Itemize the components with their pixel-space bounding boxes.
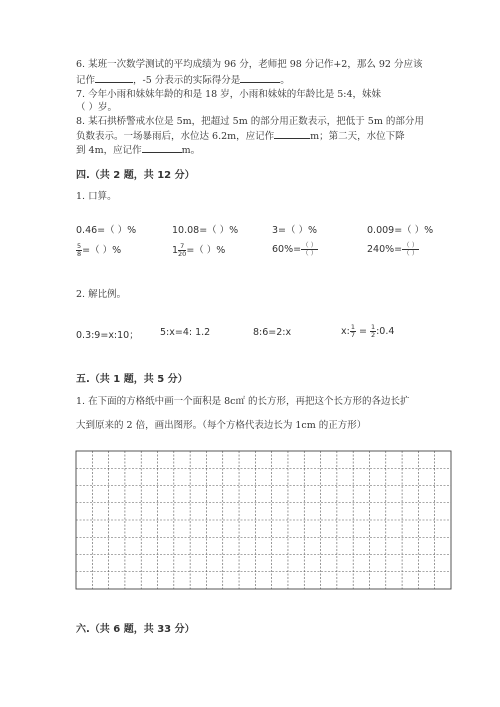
section5-line1: 1. 在下面的方格纸中画一个面积是 8c㎡ 的长方形，再把这个长方形的各边长扩 <box>76 396 410 407</box>
calc-4[interactable]: 0.009=（ ）% <box>367 225 434 236</box>
q6-blank-1[interactable] <box>95 73 133 83</box>
fraction: $\frac{( )}{( )}$ <box>403 241 419 257</box>
fraction: $\frac{7}{20}$ <box>178 242 187 258</box>
q6-line2 <box>76 73 290 87</box>
ratio-4-tail: :0.4 <box>376 326 395 337</box>
q8-blank-2[interactable] <box>142 143 182 153</box>
calc-2[interactable]: 10.08=（ ）% <box>172 225 239 236</box>
grid-paper[interactable] <box>75 450 452 590</box>
calc-6-rest: =（ ）% <box>186 245 226 256</box>
ratio-2[interactable]: 5:x=4: 1.2 <box>160 327 211 338</box>
grid-svg[interactable] <box>75 450 452 590</box>
calc-7-lead: 60%= <box>272 244 302 255</box>
q7-line2: （ ）岁。 <box>76 102 118 113</box>
section5-line2: 大到原来的 2 倍，画出图形。（每个方格代表边长为 1cm 的正方形） <box>76 420 367 431</box>
calc-5-rest: =（ ）% <box>82 245 122 256</box>
q8-blank-1[interactable] <box>274 129 310 139</box>
q6-blank-2[interactable] <box>240 73 280 83</box>
q8-line1: 8. 某石拱桥警戒水位是 5m，把超过 5m 的部分用正数表示，把低于 5m 的部分用 <box>76 116 424 127</box>
section6-title: 六.（共 6 题，共 33 分） <box>76 624 195 635</box>
mixed-whole: 1 <box>172 245 179 256</box>
fraction: $\frac{5}{8}$ <box>77 242 82 258</box>
q8-text-d: m。 <box>181 145 201 156</box>
section5-title: 五.（共 1 题，共 5 分） <box>76 374 188 385</box>
calc-7[interactable] <box>272 242 318 257</box>
calc-8[interactable] <box>367 242 419 257</box>
ratio-1[interactable]: 0.3:9=x:10； <box>76 330 139 341</box>
calc-8-lead: 240%= <box>367 244 403 255</box>
fraction: $\frac{1}{7}$ <box>350 323 355 339</box>
q8-text-b: m；第二天，水位下降 <box>310 131 405 142</box>
q8-text-a: 负数表示。一场暴雨后，水位达 6.2m，应记作 <box>76 131 275 142</box>
ratio-3[interactable]: 8:6=2:x <box>253 327 292 338</box>
q6-text-b: ，-5 分表示的实际得分是 <box>133 75 241 86</box>
calc-5[interactable] <box>76 242 121 258</box>
ratio-4-mid: = <box>355 326 370 337</box>
q6-line1: 6. 某班一次数学测试的平均成绩为 96 分，老师把 98 分记作+2，那么 92 分应该 <box>76 59 423 70</box>
fraction: $\frac{1}{2}$ <box>370 323 376 339</box>
ratio-4-lead: x: <box>341 326 350 337</box>
calc-6[interactable] <box>172 242 225 258</box>
q8-line2 <box>76 129 405 143</box>
section4-q2-title: 2. 解比例。 <box>76 289 127 300</box>
q8-text-c: 到 4m，应记作 <box>76 145 142 156</box>
section4-q1-title: 1. 口算。 <box>76 191 117 202</box>
fraction: $\frac{( )}{( )}$ <box>302 241 318 257</box>
section4-title: 四.（共 2 题，共 12 分） <box>76 170 195 181</box>
q7-line1: 7. 今年小雨和妹妹年龄的和是 18 岁，小雨和妹妹的年龄比是 5:4，妹妹 <box>76 89 382 100</box>
q6-text-a: 记作 <box>76 75 96 86</box>
q6-text-c: 。 <box>280 75 290 86</box>
calc-1[interactable]: 0.46=（ ）% <box>76 225 137 236</box>
q8-line3 <box>76 143 200 157</box>
calc-3[interactable]: 3=（ ）% <box>272 225 318 236</box>
ratio-4[interactable] <box>341 324 394 339</box>
